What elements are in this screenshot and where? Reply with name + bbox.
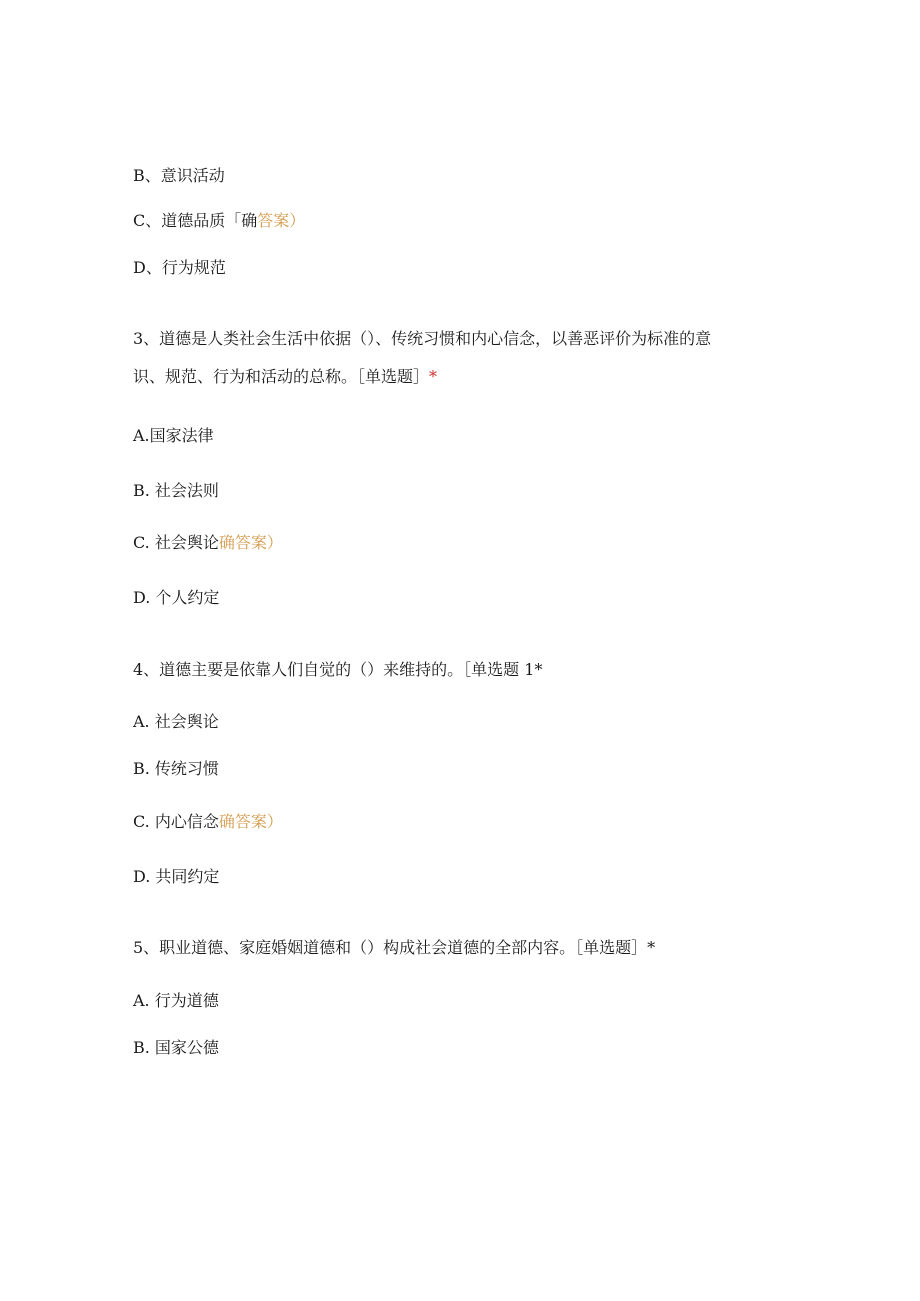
q4-stem: 4、道德主要是依靠人们自觉的（）来维持的。［单选题 1* [133,660,543,679]
q3-option-c [133,533,283,553]
q5-option-b: B. 国家公德 [133,1038,219,1057]
q3-stem-line2-text: 识、规范、行为和活动的总称。［单选题］ [133,367,430,386]
q2-option-d: D、行为规范 [133,258,226,277]
q3-option-b: B. 社会法则 [133,481,219,500]
q3-option-c-answer: 确答案） [218,533,283,552]
q4-option-c [133,812,283,832]
q4-option-d: D. 共同约定 [133,867,220,886]
q2-option-c [133,211,305,231]
q4-option-c-text: C. 内心信念 [133,812,219,831]
q3-option-a: A.国家法律 [133,426,214,445]
q5-option-a: A. 行为道德 [133,991,219,1010]
q4-option-c-answer: 确答案） [218,812,283,831]
q5-stem: 5、职业道德、家庭婚姻道德和（）构成社会道德的全部内容。［单选题］* [133,938,656,957]
q3-option-d: D. 个人约定 [133,588,220,607]
q3-stem-line1: 3、道德是人类社会生活中依据（）、传统习惯和内心信念，以善恶评价为标准的意 [133,329,712,348]
q2-option-c-answer: 答案） [257,211,306,230]
q3-stem-line2 [133,367,437,387]
q2-option-c-text: C、道德品质「确 [133,211,258,230]
q3-required-mark: * [429,367,438,386]
q4-option-a: A. 社会舆论 [133,712,219,731]
q2-option-b: B、意识活动 [133,166,225,185]
q4-option-b: B. 传统习惯 [133,759,219,778]
q3-option-c-text: C. 社会舆论 [133,533,219,552]
